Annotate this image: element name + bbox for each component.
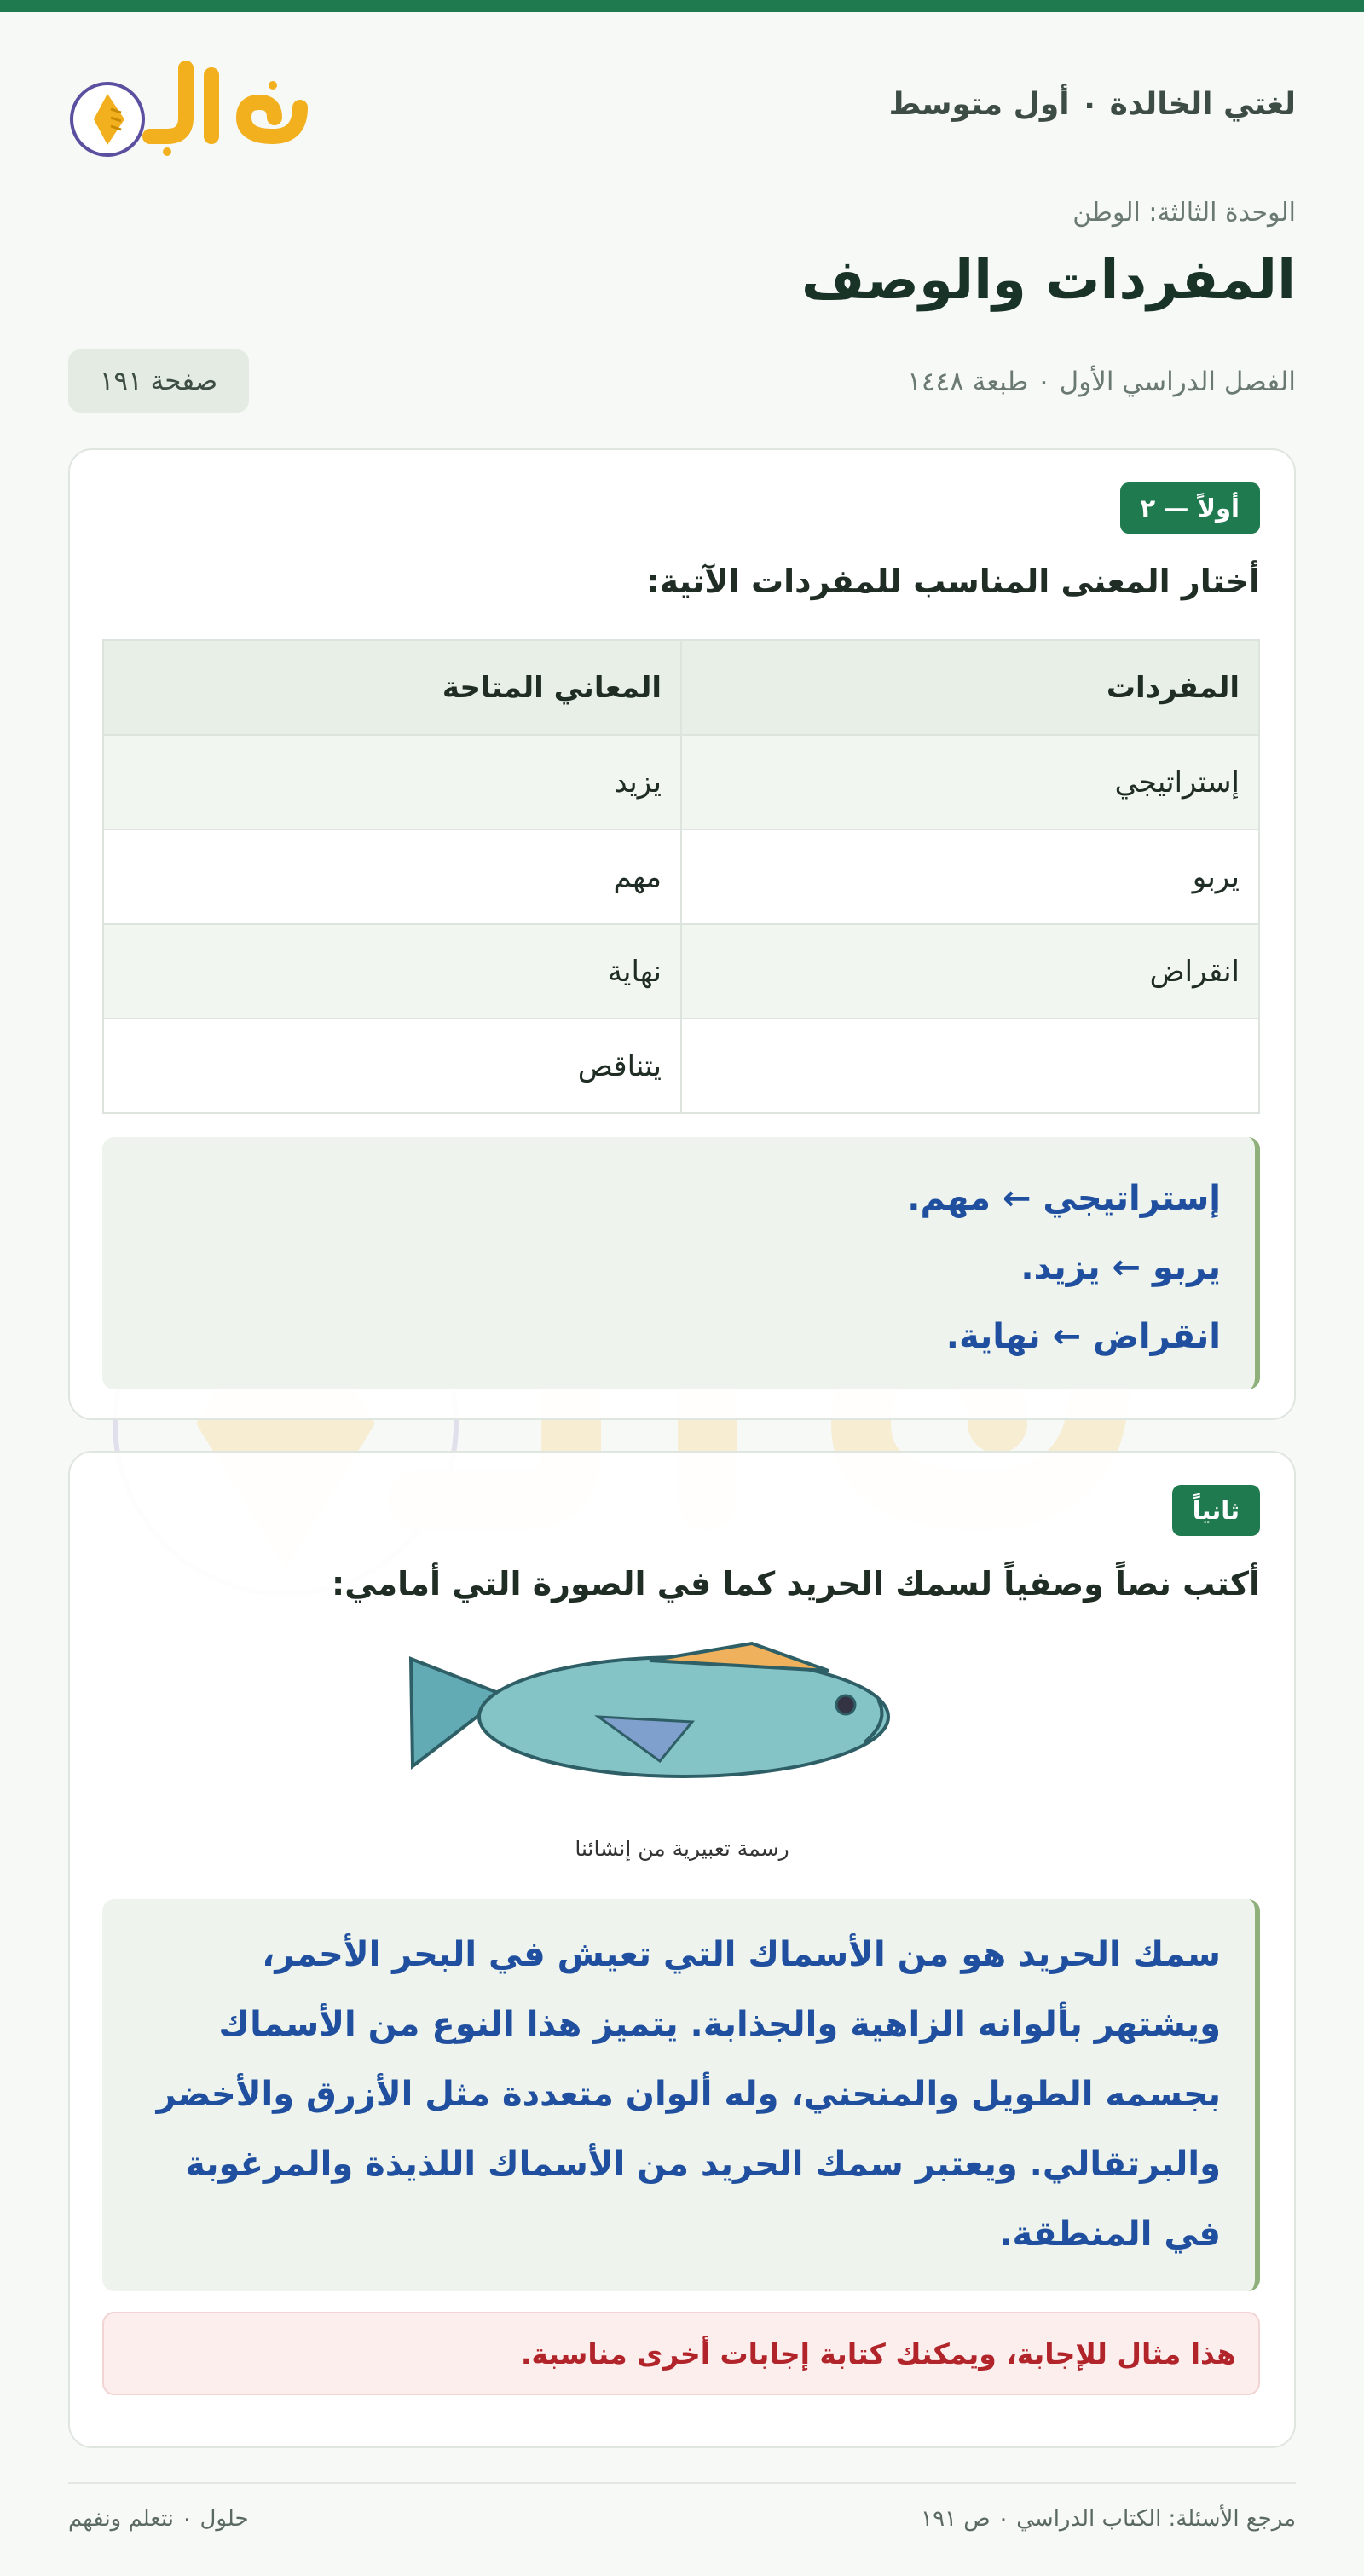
answer-line: يربو ← يزيد. [1020,1248,1221,1287]
page-title: المفردات والوصف [800,249,1296,312]
footer-reference: مرجع الأسئلة: الكتاب الدراسي ٠ ص ١٩١ [921,2506,1296,2532]
table-cell [681,1019,1259,1113]
table-row [103,829,1259,924]
footer-brand[interactable]: حلول ٠ نتعلم ونفهم [68,2506,249,2532]
example-note: هذا مثال للإجابة، ويمكنك كتابة إجابات أخرى مناسبة. [102,2312,1260,2395]
table-row [103,924,1259,1019]
answer-box [102,1137,1260,1389]
vocabulary-card [68,448,1296,1420]
table-header-row [103,640,1259,735]
table-cell: إستراتيجي [681,735,1259,829]
table-row [103,735,1259,829]
unit-label: الوحدة الثالثة: الوطن [1072,198,1296,228]
semester-info: الفصل الدراسي الأول ٠ طبعة ١٤٤٨ [907,367,1296,397]
question-text: أختار المعنى المناسب للمفردات الآتية: [646,563,1260,600]
table-cell: نهاية [103,924,681,1019]
page-header [68,51,1296,162]
fish-figure [70,1623,1294,1836]
table-row [103,1019,1259,1113]
table-cell: يزيد [103,735,681,829]
table-cell: انقراض [681,924,1259,1019]
section-pill: أولاً — ٢ [1120,482,1260,534]
column-header-meanings: المعاني المتاحة [103,640,681,735]
answer-paragraph: سمك الحريد هو من الأسماك التي تعيش في البحر الأحمر، ويشتهر بألوانه الزاهية والجذابة. يتميز هذا النوع من الأسماك بجسمه الطويل والمنحني، وله ألوان متعددة مثل الأزرق والأخضر والبرتقالي. ويعتبر سمك الحريد من الأسماك اللذيذة والمرغوبة في المنطقة. [102,1899,1260,2291]
answer-line: إستراتيجي ← مهم. [907,1179,1221,1218]
column-header-words: المفردات [681,640,1259,735]
answer-line: انقراض ← نهاية. [945,1317,1221,1356]
page-number-badge: صفحة ١٩١ [68,349,249,413]
description-card [68,1451,1296,2448]
question-text: أكتب نصاً وصفياً لسمك الحريد كما في الصورة التي أمامي: [332,1565,1260,1603]
top-accent-bar [0,0,1364,12]
hulul-logo-icon[interactable] [68,58,324,160]
vocabulary-table [102,639,1260,1114]
figure-caption: رسمة تعبيرية من إنشائنا [575,1836,789,1861]
section-pill: ثانياً [1172,1485,1260,1536]
table-cell: يتناقص [103,1019,681,1113]
table-cell: مهم [103,829,681,924]
footer-divider [68,2482,1296,2484]
series-title: لغتي الخالدة ٠ أول متوسط [888,87,1296,122]
table-cell: يربو [681,829,1259,924]
fish-illustration-icon [394,1623,939,1811]
